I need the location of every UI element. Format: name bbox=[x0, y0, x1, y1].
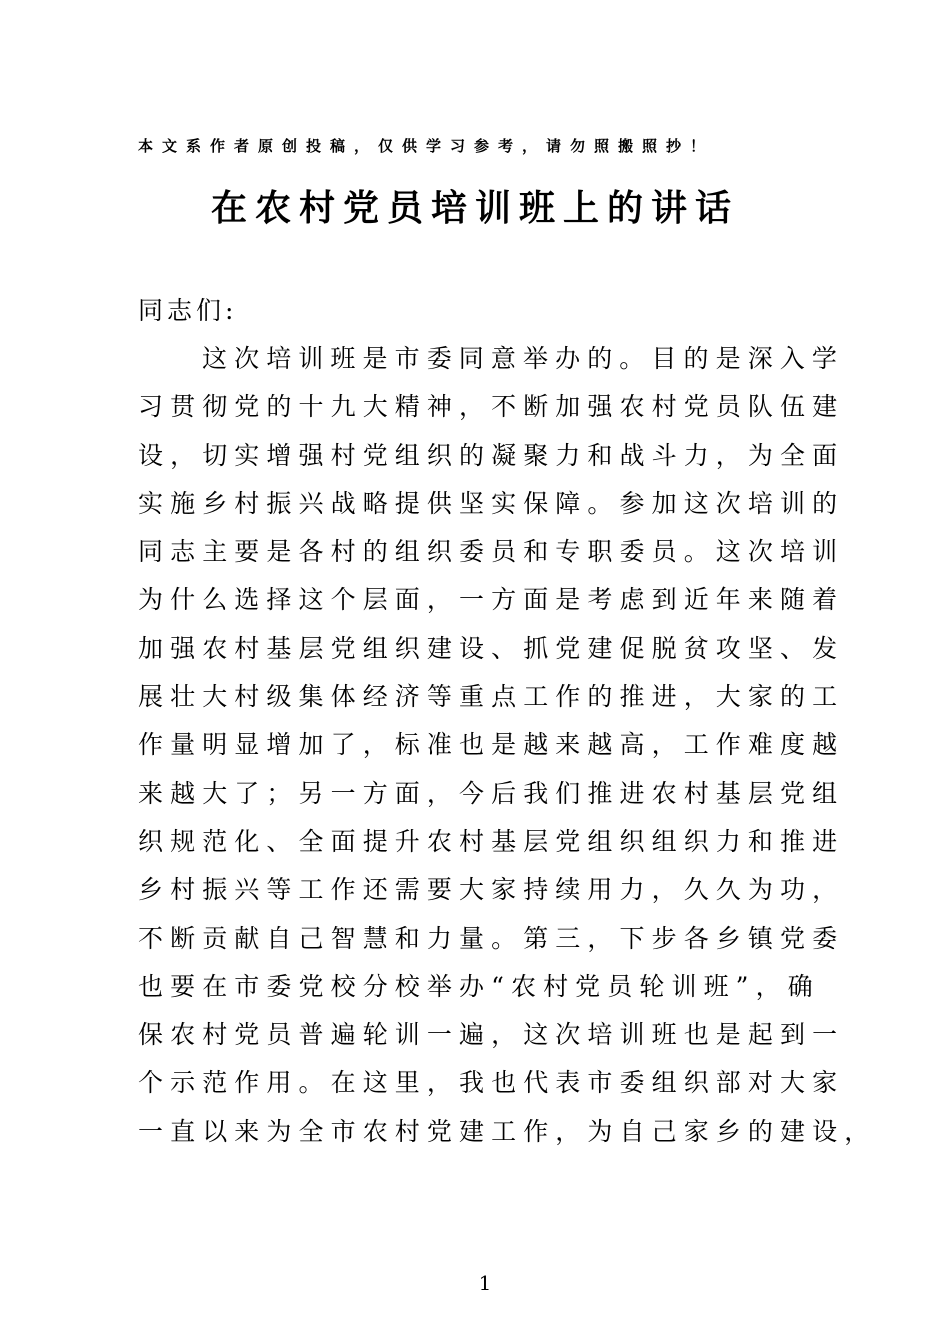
paragraph-line: 也要在市委党校分校举办“农村党员轮训班”，确 bbox=[138, 971, 820, 1001]
page-number: 1 bbox=[478, 1271, 492, 1295]
paragraph-line: 展壮大村级集体经济等重点工作的推进，大家的工 bbox=[138, 682, 845, 712]
paragraph-line: 实施乡村振兴战略提供坚实保障。参加这次培训的 bbox=[138, 488, 845, 518]
document-title: 在农村党员培训班上的讲话 bbox=[210, 187, 739, 229]
paragraph-line: 加强农村基层党组织建设、抓党建促脱贫攻坚、发 bbox=[138, 633, 845, 663]
copyright-notice: 本文系作者原创投稿，仅供学习参考，请勿照搬照抄！ bbox=[138, 137, 715, 155]
paragraph-line: 同志主要是各村的组织委员和专职委员。这次培训 bbox=[138, 537, 845, 567]
paragraph-line: 为什么选择这个层面，一方面是考虑到近年来随着 bbox=[138, 585, 845, 615]
paragraph-line: 乡村振兴等工作还需要大家持续用力，久久为功， bbox=[138, 875, 845, 905]
paragraph-line: 保农村党员普遍轮训一遍，这次培训班也是起到一 bbox=[138, 1020, 845, 1050]
body-paragraph bbox=[138, 335, 877, 1156]
paragraph-line: 织规范化、全面提升农村基层党组织组织力和推进 bbox=[138, 826, 845, 856]
paragraph-line: 设，切实增强村党组织的凝聚力和战斗力，为全面 bbox=[138, 440, 845, 470]
paragraph-line: 习贯彻党的十九大精神，不断加强农村党员队伍建 bbox=[138, 392, 845, 422]
salutation: 同志们: bbox=[138, 296, 238, 325]
paragraph-line: 个示范作用。在这里，我也代表市委组织部对大家 bbox=[138, 1068, 845, 1098]
paragraph-line: 不断贡献自己智慧和力量。第三，下步各乡镇党委 bbox=[138, 923, 845, 953]
paragraph-line: 这次培训班是市委同意举办的。目的是深入学 bbox=[202, 344, 845, 373]
paragraph-line: 作量明显增加了，标准也是越来越高，工作难度越 bbox=[138, 730, 845, 760]
paragraph-line: 一直以来为全市农村党建工作，为自己家乡的建设， bbox=[138, 1116, 877, 1146]
paragraph-line: 来越大了；另一方面，今后我们推进农村基层党组 bbox=[138, 778, 845, 808]
